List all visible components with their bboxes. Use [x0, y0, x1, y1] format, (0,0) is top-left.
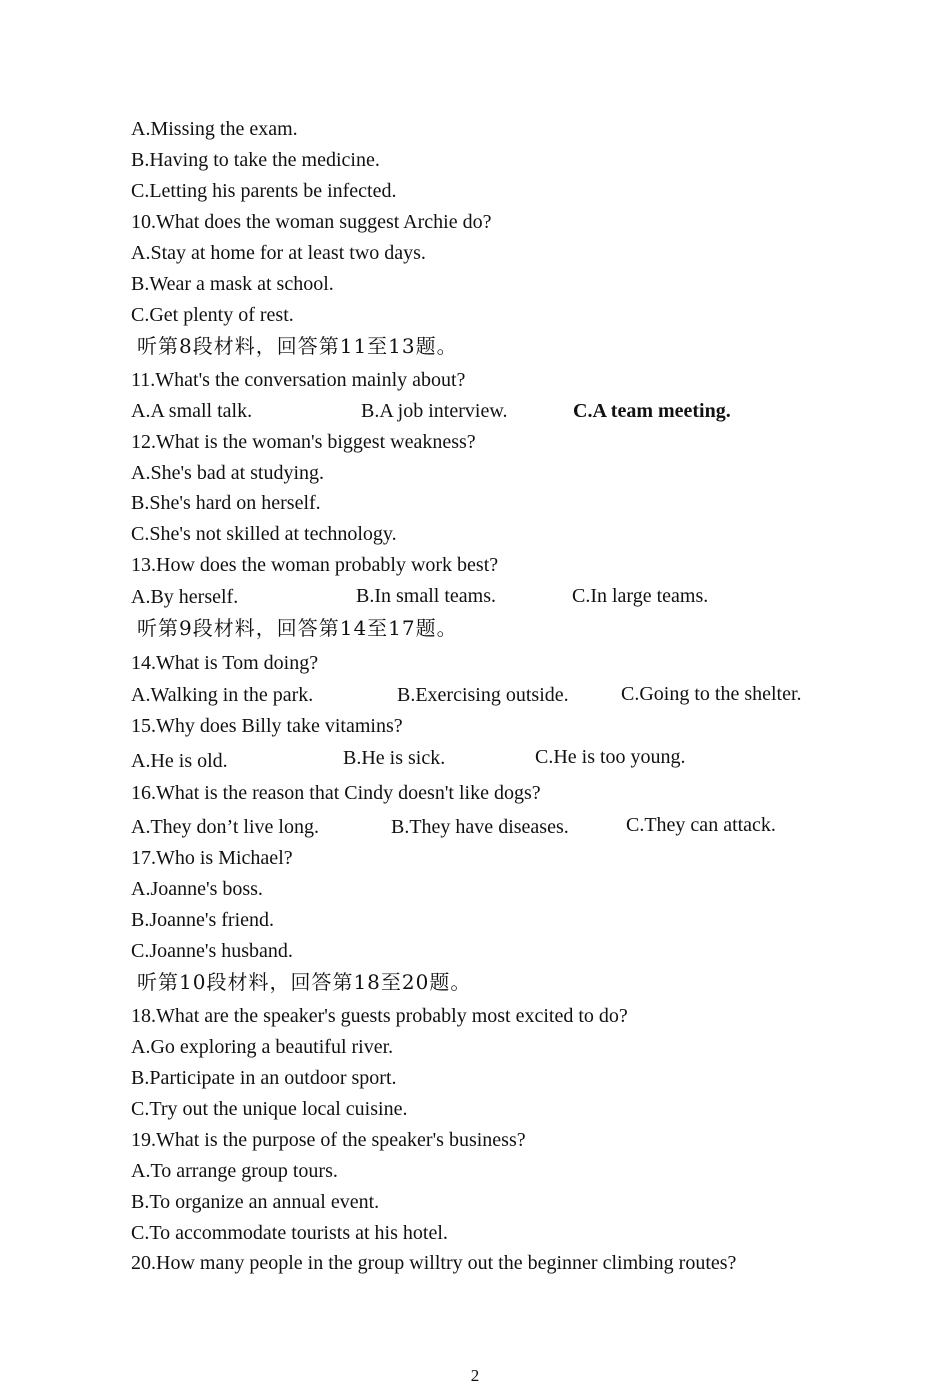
q15-option-a: A.He is old.	[131, 750, 228, 772]
q15-option-c: C.He is too young.	[535, 746, 686, 768]
q9-option-a: A.Missing the exam.	[131, 118, 298, 140]
q18-option-a: A.Go exploring a beautiful river.	[131, 1036, 394, 1058]
q19-option-c: C.To accommodate tourists at his hotel.	[131, 1222, 448, 1244]
q11-option-c: C.A team meeting.	[573, 400, 731, 422]
q17-option-c: C.Joanne's husband.	[131, 940, 293, 962]
q10-question: 10.What does the woman suggest Archie do?	[131, 211, 492, 233]
q11-question: 11.What's the conversation mainly about?	[131, 369, 466, 391]
q16-option-c: C.They can attack.	[626, 814, 776, 836]
q15-question: 15.Why does Billy take vitamins?	[131, 715, 403, 737]
q14-option-a: A.Walking in the park.	[131, 684, 314, 706]
q16-option-b: B.They have diseases.	[391, 816, 569, 838]
q14-question: 14.What is Tom doing?	[131, 652, 319, 674]
section-10-heading: 听第10段材料，回答第18至20题。	[137, 970, 472, 994]
q10-option-a: A.Stay at home for at least two days.	[131, 242, 426, 264]
q11-option-b: B.A job interview.	[361, 400, 508, 422]
q17-question: 17.Who is Michael?	[131, 847, 293, 869]
q10-option-c: C.Get plenty of rest.	[131, 304, 294, 326]
q14-option-b: B.Exercising outside.	[397, 684, 569, 706]
q10-option-b: B.Wear a mask at school.	[131, 273, 334, 295]
q12-option-a: A.She's bad at studying.	[131, 462, 325, 484]
q12-question: 12.What is the woman's biggest weakness?	[131, 431, 476, 453]
q12-option-c: C.She's not skilled at technology.	[131, 523, 397, 545]
q17-option-a: A.Joanne's boss.	[131, 878, 263, 900]
section-8-heading: 听第8段材料，回答第11至13题。	[137, 334, 458, 358]
q13-question: 13.How does the woman probably work best?	[131, 554, 499, 576]
q14-option-c: C.Going to the shelter.	[621, 683, 802, 705]
q19-question: 19.What is the purpose of the speaker's business?	[131, 1129, 526, 1151]
q18-option-c: C.Try out the unique local cuisine.	[131, 1098, 408, 1120]
q16-question: 16.What is the reason that Cindy doesn't like dogs?	[131, 782, 541, 804]
page-number: 2	[470, 1366, 480, 1385]
q20-question: 20.How many people in the group willtry out the beginner climbing routes?	[131, 1252, 737, 1274]
q9-option-c: C.Letting his parents be infected.	[131, 180, 397, 202]
q9-option-b: B.Having to take the medicine.	[131, 149, 380, 171]
q11-option-a: A.A small talk.	[131, 400, 253, 422]
q18-option-b: B.Participate in an outdoor sport.	[131, 1067, 397, 1089]
section-9-heading: 听第9段材料，回答第14至17题。	[137, 616, 458, 640]
q17-option-b: B.Joanne's friend.	[131, 909, 275, 931]
q16-option-a: A.They don’t live long.	[131, 816, 319, 838]
q15-option-b: B.He is sick.	[343, 747, 446, 769]
q13-option-b: B.In small teams.	[356, 585, 496, 607]
q19-option-a: A.To arrange group tours.	[131, 1160, 338, 1182]
q18-question: 18.What are the speaker's guests probably most excited to do?	[131, 1005, 628, 1027]
q13-option-a: A.By herself.	[131, 586, 239, 608]
q12-option-b: B.She's hard on herself.	[131, 492, 321, 514]
q19-option-b: B.To organize an annual event.	[131, 1191, 380, 1213]
q13-option-c: C.In large teams.	[572, 585, 709, 607]
